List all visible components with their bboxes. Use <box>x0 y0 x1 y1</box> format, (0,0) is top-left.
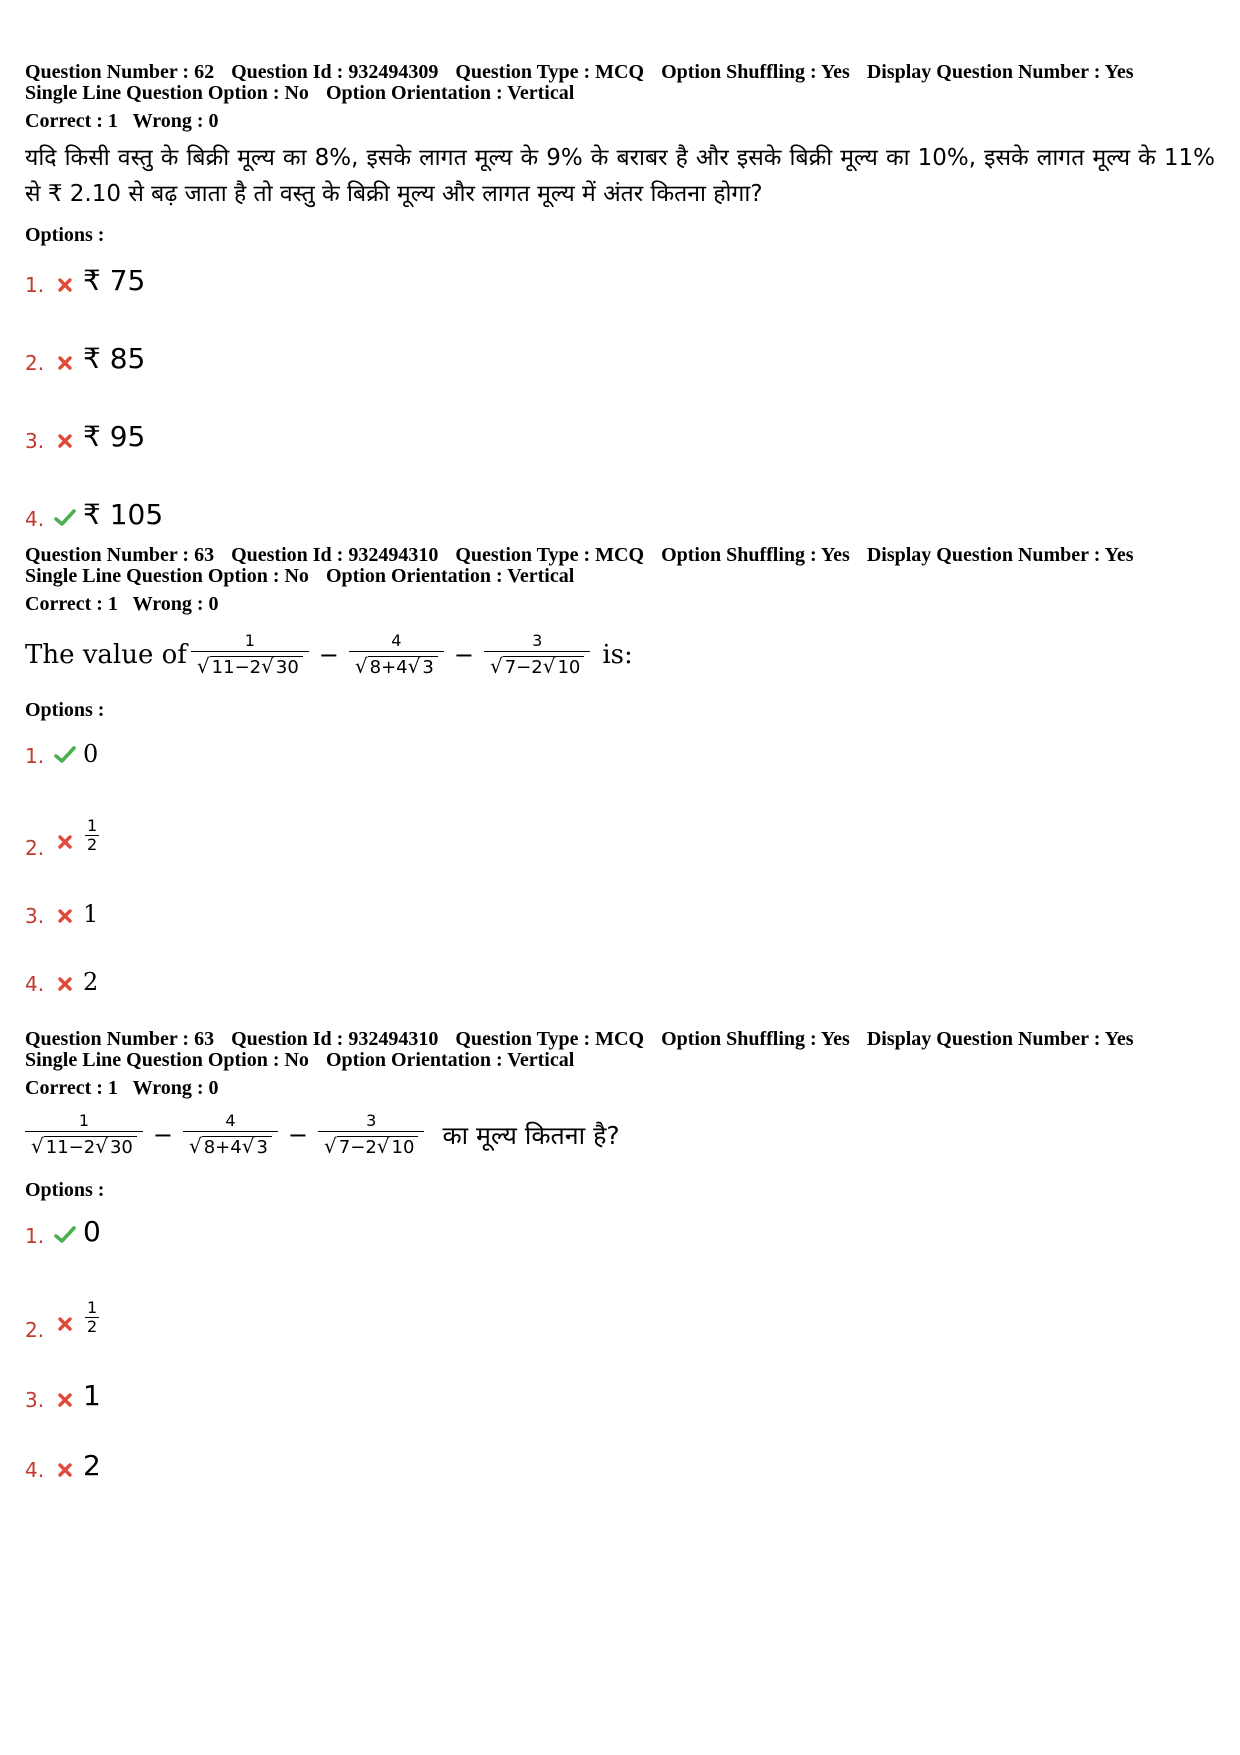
option-value: 0 <box>83 1215 101 1248</box>
minus-sign: − <box>152 1121 173 1149</box>
cross-icon <box>51 908 79 924</box>
question-tail-text: is: <box>602 640 633 670</box>
option-number: 1. <box>25 744 45 768</box>
question-lead-text: The value of <box>25 640 187 670</box>
question-63-hindi <box>25 1029 1215 1482</box>
question-meta-line-2 <box>25 566 1215 587</box>
document-page <box>25 62 1215 1482</box>
option-fraction <box>85 1299 99 1336</box>
option-3 <box>25 860 1215 928</box>
question-meta-line-1 <box>25 1029 1215 1050</box>
cross-icon <box>51 355 79 371</box>
question-62 <box>25 62 1215 545</box>
fraction-numerator: 4 <box>391 630 402 650</box>
fraction-numerator: 1 <box>244 630 255 650</box>
fraction-numerator: 1 <box>87 1298 98 1317</box>
question-number: Question Number : 62 <box>25 61 215 83</box>
correct-score: Correct : 1 <box>25 1077 118 1099</box>
question-number: Question Number : 63 <box>25 1028 215 1050</box>
cross-icon <box>51 1392 79 1408</box>
inner-radicand: 30 <box>275 656 299 678</box>
option-number: 3. <box>25 904 45 928</box>
fraction-term-2 <box>183 1111 278 1160</box>
question-type: Question Type : MCQ <box>455 544 645 566</box>
option-4 <box>25 453 1215 531</box>
radicand-part: 7−2 <box>504 656 543 678</box>
option-number: 4. <box>25 972 45 996</box>
fraction-denominator: √ 7−2√ 10 <box>318 1131 424 1160</box>
cross-icon <box>51 1316 79 1332</box>
fraction-denominator: 2 <box>87 1317 98 1336</box>
option-3 <box>25 1342 1215 1412</box>
check-icon <box>51 746 79 764</box>
fraction-numerator: 1 <box>78 1110 90 1130</box>
score-line <box>25 593 1215 615</box>
option-2 <box>25 297 1215 375</box>
cross-icon <box>51 1462 79 1478</box>
question-meta-line-2 <box>25 1050 1215 1071</box>
option-4 <box>25 928 1215 996</box>
question-expression <box>25 1105 1215 1165</box>
option-2 <box>25 768 1215 860</box>
minus-sign: − <box>453 641 474 669</box>
check-icon <box>51 1226 79 1244</box>
options-label: Options : <box>25 224 105 246</box>
correct-score: Correct : 1 <box>25 110 118 132</box>
option-1 <box>25 247 1215 297</box>
option-shuffling: Option Shuffling : Yes <box>661 1028 850 1050</box>
option-fraction <box>85 817 99 854</box>
fraction-denominator: √ 8+4√ 3 <box>349 651 444 680</box>
fraction-denominator: √ 8+4√ 3 <box>183 1131 278 1160</box>
fraction-numerator: 4 <box>225 1110 236 1130</box>
option-number: 1. <box>25 1224 45 1248</box>
option-number: 3. <box>25 429 45 453</box>
options-label: Options : <box>25 699 105 721</box>
cross-icon <box>51 834 79 850</box>
question-meta-line-2 <box>25 83 1215 104</box>
radicand-part: 11−2 <box>211 656 262 678</box>
cross-icon <box>51 433 79 449</box>
option-orientation: Option Orientation : Vertical <box>325 565 575 587</box>
inner-radicand: 10 <box>557 656 581 678</box>
minus-sign: − <box>287 1121 309 1149</box>
cross-icon <box>51 976 79 992</box>
fraction-numerator: 3 <box>366 1110 377 1130</box>
fraction-denominator: 2 <box>87 835 98 854</box>
fraction-denominator: √ 11−2√ 30 <box>25 1131 143 1160</box>
wrong-score: Wrong : 0 <box>132 593 219 615</box>
question-id: Question Id : 932494309 <box>231 61 439 83</box>
question-meta-line-1 <box>25 62 1215 83</box>
options-label: Options : <box>25 1179 105 1201</box>
inner-radicand: 3 <box>422 656 434 678</box>
question-type: Question Type : MCQ <box>455 1028 645 1050</box>
radicand-part: 8+4 <box>369 656 408 678</box>
single-line-option: Single Line Question Option : No <box>25 82 309 104</box>
option-number: 4. <box>25 1458 45 1482</box>
inner-radicand: 30 <box>109 1136 133 1158</box>
fraction-numerator: 3 <box>532 630 543 650</box>
option-value: 2 <box>83 1449 101 1482</box>
minus-sign: − <box>318 641 339 669</box>
question-id: Question Id : 932494310 <box>231 544 439 566</box>
option-number: 2. <box>25 836 45 860</box>
radicand-part: 11−2 <box>45 1136 96 1158</box>
option-number: 2. <box>25 351 45 375</box>
fraction-term-3 <box>484 631 590 680</box>
option-value: 0 <box>83 740 99 768</box>
option-1 <box>25 1202 1215 1248</box>
display-question-number: Display Question Number : Yes <box>866 544 1134 566</box>
option-value: ₹ 75 <box>83 264 146 297</box>
option-1 <box>25 722 1215 768</box>
fraction-numerator: 1 <box>87 816 98 835</box>
option-value: 2 <box>83 968 99 996</box>
option-number: 3. <box>25 1388 45 1412</box>
wrong-score: Wrong : 0 <box>132 110 219 132</box>
radicand-part: 8+4 <box>203 1136 242 1158</box>
score-line <box>25 110 1215 132</box>
check-icon <box>51 509 79 527</box>
inner-radicand: 10 <box>391 1136 415 1158</box>
option-value: 1 <box>83 1379 101 1412</box>
score-line <box>25 1077 1215 1099</box>
cross-icon <box>51 277 79 293</box>
fraction-denominator: √ 7−2√ 10 <box>484 651 590 680</box>
question-text: यदि किसी वस्तु के बिक्री मूल्य का 8%, इसके लागत मूल्य के 9% के बराबर है और इसके बिक्री मूल्य का 10%, इसके लागत मूल्य के 11% से ₹ 2.10 से बढ़ जाता है तो वस्तु के बिक्री मूल्य और लागत मूल्य में अंतर कितना होगा? <box>25 145 1215 207</box>
option-orientation: Option Orientation : Vertical <box>325 1049 575 1071</box>
question-meta-line-1 <box>25 545 1215 566</box>
display-question-number: Display Question Number : Yes <box>866 1028 1134 1050</box>
question-number: Question Number : 63 <box>25 544 215 566</box>
option-4 <box>25 1412 1215 1482</box>
option-number: 4. <box>25 507 45 531</box>
fraction-denominator: √ 11−2√ 30 <box>191 651 309 680</box>
single-line-option: Single Line Question Option : No <box>25 565 309 587</box>
question-63-english <box>25 545 1215 1029</box>
option-number: 1. <box>25 273 45 297</box>
question-tail-text: का मूल्य कितना है? <box>442 1121 620 1150</box>
option-shuffling: Option Shuffling : Yes <box>661 544 850 566</box>
question-type: Question Type : MCQ <box>455 61 645 83</box>
option-value: 1 <box>83 900 99 928</box>
correct-score: Correct : 1 <box>25 593 118 615</box>
option-shuffling: Option Shuffling : Yes <box>661 61 850 83</box>
question-expression <box>25 625 1215 685</box>
option-value: ₹ 105 <box>83 498 164 531</box>
fraction-term-1 <box>25 1111 143 1160</box>
fraction-term-2 <box>349 631 444 680</box>
single-line-option: Single Line Question Option : No <box>25 1049 309 1071</box>
wrong-score: Wrong : 0 <box>132 1077 219 1099</box>
option-orientation: Option Orientation : Vertical <box>325 82 575 104</box>
option-value: ₹ 95 <box>83 420 146 453</box>
inner-radicand: 3 <box>256 1136 268 1158</box>
fraction-term-3 <box>318 1111 424 1160</box>
question-id: Question Id : 932494310 <box>231 1028 439 1050</box>
option-value: ₹ 85 <box>83 342 146 375</box>
display-question-number: Display Question Number : Yes <box>866 61 1134 83</box>
radicand-part: 7−2 <box>338 1136 377 1158</box>
fraction-term-1 <box>191 631 309 680</box>
option-3 <box>25 375 1215 453</box>
option-number: 2. <box>25 1318 45 1342</box>
option-2 <box>25 1248 1215 1342</box>
